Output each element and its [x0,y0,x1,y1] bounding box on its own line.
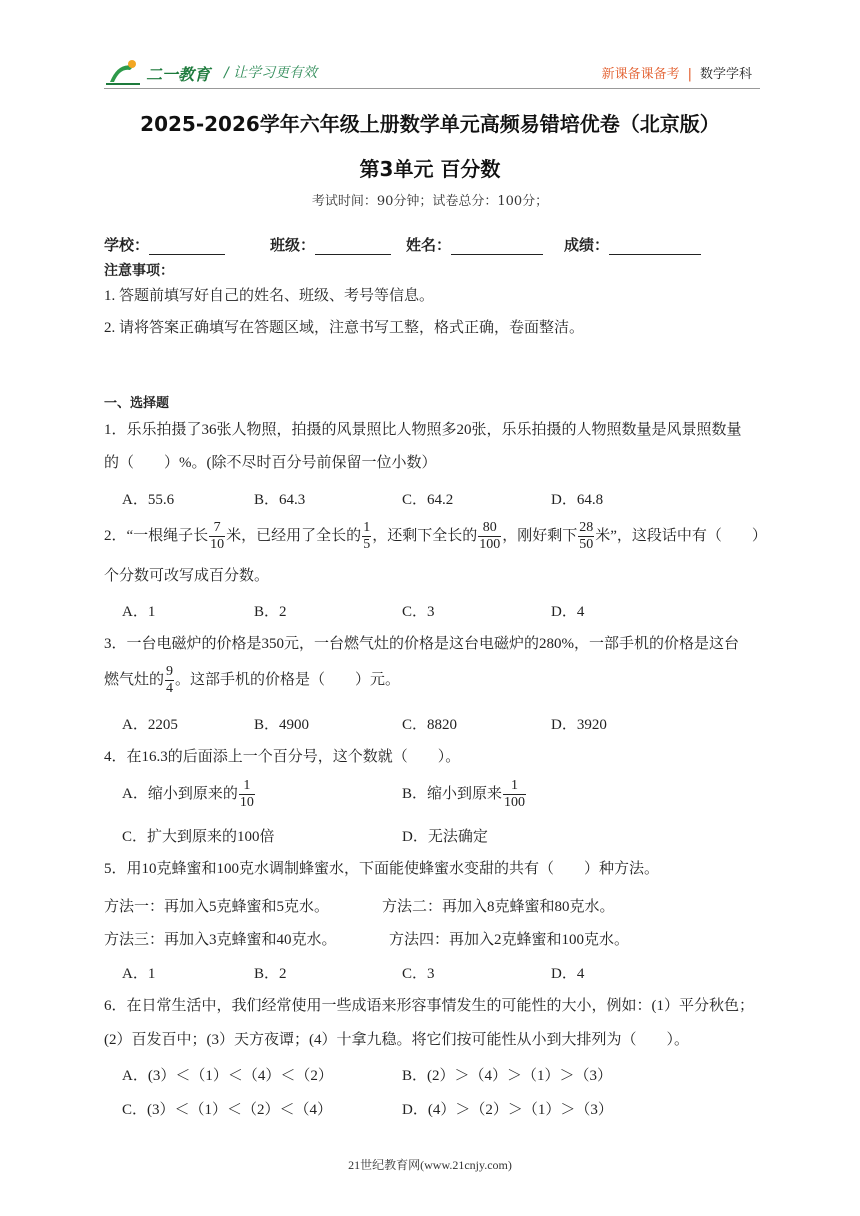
note-item: 2. 请将答案正确填写在答题区域，注意书写工整，格式正确，卷面整洁。 [104,320,585,336]
q2-text-4: ，刚好剩下 [502,528,578,544]
q5-option-b[interactable]: B．2 [254,966,287,982]
notes-heading: 注意事项： [104,263,174,279]
brand-name: 二一教育 [146,65,211,84]
denominator: 4 [166,681,174,697]
numerator: 1 [503,778,526,795]
school-blank[interactable] [149,238,225,255]
question-2-line1 [104,518,767,554]
section-heading: 一、选择题 [104,396,170,411]
school-field[interactable] [104,234,225,255]
q1-option-d[interactable]: D．64.8 [551,492,604,508]
q2-option-c[interactable]: C．3 [402,604,435,620]
class-field[interactable] [270,234,391,255]
q2-text-5: 米”，这段话中有（ ） [595,528,767,544]
fraction [239,778,255,811]
question-5-line1: 5．用10克蜂蜜和100克水调制蜂蜜水，下面能使蜂蜜水变甜的共有（ ）种方法。 [104,861,660,877]
fraction [165,664,174,697]
fraction [578,520,594,553]
question-6-line1: 6．在日常生活中，我们经常使用一些成语来形容事情发生的可能性的大小，例如：(1）平分秋色； [104,998,754,1014]
numerator: 28 [579,520,594,536]
q3-option-b[interactable]: B．4900 [254,717,310,733]
q1-option-b[interactable]: B．64.3 [254,492,306,508]
q4-option-a[interactable] [122,776,256,812]
q4-option-b-text: B．缩小到原来 [402,786,503,802]
header-subject: 数学学科 [699,67,752,82]
exam-info: 考试时间：90分钟；试卷总分：100分； [311,194,549,209]
q5-option-d[interactable]: D．4 [551,966,585,982]
numerator: 1 [363,520,371,536]
header-right [602,63,752,82]
class-blank[interactable] [315,238,391,255]
q2-text-1: 2．“一根绳子长 [104,528,209,544]
numerator: 7 [209,520,225,537]
numerator: 9 [166,664,174,680]
name-field[interactable] [406,234,543,255]
q6-option-c[interactable]: C．(3）＜（1）＜（2）＜（4） [122,1102,333,1118]
q6-option-a[interactable]: A．(3）＜（1）＜（4）＜（2） [122,1068,333,1084]
q3-option-c[interactable]: C．8820 [402,717,458,733]
question-1-line1: 1．乐乐拍摄了36张人物照，拍摄的风景照比人物照多20张，乐乐拍摄的人物照数量是风景照数量 [104,422,742,438]
denominator: 5 [363,537,371,553]
q3-text-2: 。这部手机的价格是（ ）元。 [175,672,401,688]
fraction [209,520,225,553]
name-label: 姓名： [406,236,452,254]
numerator: 80 [478,520,501,537]
fraction [362,520,371,553]
q5-method-1: 方法一：再加入5克蜂蜜和5克水。 [104,899,330,915]
question-2-line2: 个分数可改写成百分数。 [104,568,270,584]
q2-option-a[interactable]: A．1 [122,604,156,620]
header-separator: | [687,67,692,82]
class-label: 班级： [270,236,316,254]
page-title: 2025-2026学年六年级上册数学单元高频易错培优卷（北京版） [140,112,720,136]
q5-option-c[interactable]: C．3 [402,966,435,982]
question-1-line2: 的（ ）%。(除不尽时百分号前保留一位小数） [104,455,437,471]
q5-method-2: 方法二：再加入8克蜂蜜和80克水。 [382,899,615,915]
q4-option-c[interactable]: C．扩大到原来的100倍 [122,829,275,845]
denominator: 10 [239,795,254,811]
q1-option-a[interactable]: A．55.6 [122,492,175,508]
q2-text-2: 米，已经用了全长的 [226,528,362,544]
denominator: 10 [210,537,225,553]
page-footer: 21世纪教育网(www.21cnjy.com) [348,1158,512,1172]
question-3-line1: 3．一台电磁炉的价格是350元，一台燃气灶的价格是这台电磁炉的280%，一部手机的价格是这台 [104,636,739,652]
score-field[interactable] [564,234,701,255]
q1-option-c[interactable]: C．64.2 [402,492,454,508]
fraction [503,778,526,811]
q3-option-d[interactable]: D．3920 [551,717,607,733]
denominator: 100 [479,537,501,553]
q4-option-d[interactable]: D．无法确定 [402,829,488,845]
q5-method-3: 方法三：再加入3克蜂蜜和40克水。 [104,932,337,948]
denominator: 100 [504,795,526,811]
q4-option-b[interactable] [402,776,527,812]
denominator: 50 [579,537,594,553]
header-divider [104,88,760,89]
school-label: 学校： [104,236,150,254]
header-tag: 新课备课备考 [601,67,680,82]
q3-text-1: 燃气灶的 [104,672,165,688]
q6-option-b[interactable]: B．(2）＞（4）＞（1）＞（3） [402,1068,613,1084]
name-blank[interactable] [451,238,543,255]
q6-option-d[interactable]: D．(4）＞（2）＞（1）＞（3） [402,1102,613,1118]
q4-option-a-text: A．缩小到原来的 [122,786,238,802]
q2-option-b[interactable]: B．2 [254,604,287,620]
q2-option-d[interactable]: D．4 [551,604,585,620]
question-4-line1: 4．在16.3的后面添上一个百分号，这个数就（ ）。 [104,749,461,765]
page-subtitle: 第3单元 百分数 [359,157,501,181]
note-item: 1. 答题前填写好自己的姓名、班级、考号等信息。 [104,288,435,304]
fraction [478,520,501,553]
score-blank[interactable] [609,238,701,255]
q2-text-3: ，还剩下全长的 [372,528,478,544]
q3-option-a[interactable]: A．2205 [122,717,178,733]
question-3-line2 [104,662,400,698]
question-6-line2: (2）百发百中；(3）天方夜谭；(4）十拿九稳。将它们按可能性从小到大排列为（ ）。 [104,1032,689,1048]
numerator: 1 [239,778,255,795]
slogan: / 让学习更有效 [224,65,318,81]
score-label: 成绩： [564,236,610,254]
q5-method-4: 方法四：再加入2克蜂蜜和100克水。 [389,932,630,948]
q5-option-a[interactable]: A．1 [122,966,156,982]
